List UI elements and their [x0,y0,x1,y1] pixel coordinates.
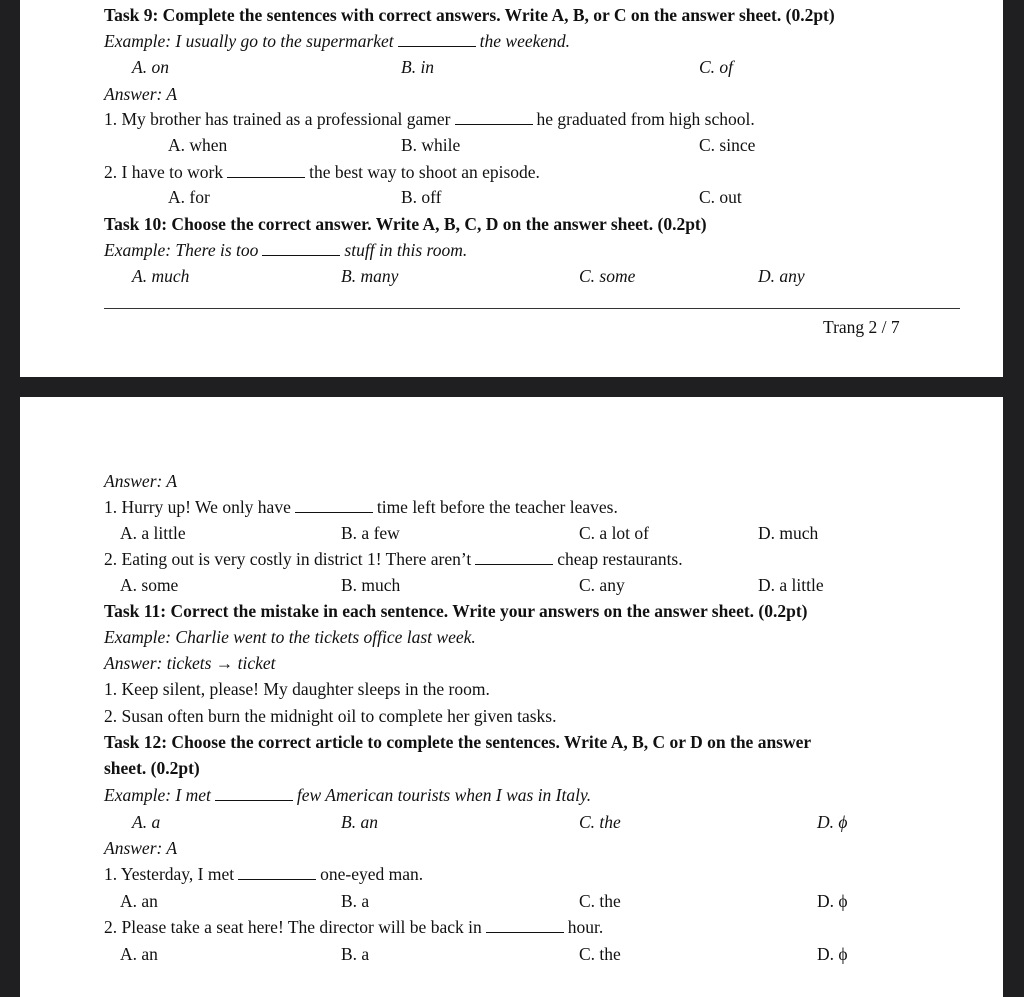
task12-example-option-a: A. a [132,812,161,832]
task12-q1-option-c: C. the [579,891,621,911]
task12-example-option-c: C. the [579,812,621,832]
task9-q2-option-b: B. off [401,187,442,207]
footer-divider [104,308,960,309]
task10-example-post: stuff in this room. [344,240,468,260]
task10-q2 [104,548,683,570]
task12-example-post: few American tourists when I was in Italy. [296,785,592,805]
task9-example-option-b: B. in [401,57,435,77]
task11-q1: 1. Keep silent, please! My daughter sleeps in the room. [104,679,490,699]
blank [475,550,553,565]
task9-example-pre: Example: I usually go to the supermarket [104,31,394,51]
task12-example [104,784,591,806]
task10-example-pre: Example: There is too [104,240,259,260]
task12-answer: Answer: A [104,838,178,858]
task9-q1-post: he graduated from high school. [536,109,755,129]
task11-title: Task 11: Correct the mistake in each sentence. Write your answers on the answer sheet. (0.2pt) [104,601,808,621]
task9-q2-option-a: A. for [168,187,210,207]
task9-example [104,30,570,52]
page-1 [20,0,1003,377]
task10-q1-option-a: A. a little [120,523,186,543]
task9-q1-option-a: A. when [168,135,228,155]
task12-q2-option-c: C. the [579,944,621,964]
task12-q2-option-d: D. ϕ [817,944,848,964]
blank [227,163,305,178]
task10-q2-option-a: A. some [120,575,179,595]
task10-q1-post: time left before the teacher leaves. [376,497,618,517]
task12-example-pre: Example: I met [104,785,211,805]
task9-q1-option-c: C. since [699,135,756,155]
task10-q2-option-b: B. much [341,575,401,595]
task12-q1 [104,863,423,885]
task10-q2-option-c: C. any [579,575,625,595]
task12-q2-post: hour. [567,917,604,937]
task9-title: Task 9: Complete the sentences with correct answers. Write A, B, or C on the answer sheet. (0.2pt) [104,5,835,25]
blank [455,110,533,125]
task11-q2: 2. Susan often burn the midnight oil to complete her given tasks. [104,706,557,726]
task12-q1-pre: 1. Yesterday, I met [104,864,235,884]
task12-q2-option-b: B. a [341,944,370,964]
task9-q1 [104,108,755,130]
task10-title: Task 10: Choose the correct answer. Write A, B, C, D on the answer sheet. (0.2pt) [104,214,707,234]
blank [486,918,564,933]
task10-q1-pre: 1. Hurry up! We only have [104,497,291,517]
page-2 [20,397,1003,997]
task12-q2-option-a: A. an [120,944,158,964]
task10-q1-option-d: D. much [758,523,819,543]
task10-q2-option-d: D. a little [758,575,824,595]
task10-q2-post: cheap restaurants. [557,549,683,569]
task9-q2 [104,161,540,183]
page-number: Trang 2 / 7 [823,317,900,337]
task10-q2-pre: 2. Eating out is very costly in district 1! There aren’t [104,549,472,569]
task10-example-option-b: B. many [341,266,399,286]
task9-q1-pre: 1. My brother has trained as a professional gamer [104,109,451,129]
task9-example-option-c: C. of [699,57,734,77]
task9-example-option-a: A. on [132,57,169,77]
task9-q2-option-c: C. out [699,187,742,207]
task12-q1-option-a: A. an [120,891,158,911]
task9-example-post: the weekend. [479,31,571,51]
task10-answer: Answer: A [104,471,178,491]
task10-q1-option-c: C. a lot of [579,523,649,543]
blank [398,32,476,47]
task9-q1-option-b: B. while [401,135,461,155]
task12-q2 [104,916,603,938]
task11-answer: Answer: tickets → ticket [104,653,276,673]
task12-title-line1: Task 12: Choose the correct article to complete the sentences. Write A, B, C or D on the answer [104,732,812,752]
blank [238,865,316,880]
task10-example-option-a: A. much [132,266,190,286]
task10-example [104,239,467,261]
blank [262,241,340,256]
task12-example-option-b: B. an [341,812,378,832]
task10-q1 [104,496,618,518]
task12-q1-option-d: D. ϕ [817,891,848,911]
task9-answer: Answer: A [104,84,178,104]
task12-q2-pre: 2. Please take a seat here! The director will be back in [104,917,482,937]
task10-example-option-d: D. any [758,266,805,286]
task9-q2-post: the best way to shoot an episode. [309,162,540,182]
task10-q1-option-b: B. a few [341,523,400,543]
blank [215,786,293,801]
task12-example-option-d: D. ϕ [817,812,848,832]
task12-q1-option-b: B. a [341,891,370,911]
task9-q2-pre: 2. I have to work [104,162,224,182]
task10-example-option-c: C. some [579,266,636,286]
task11-example: Example: Charlie went to the tickets office last week. [104,627,476,647]
blank [295,498,373,513]
task12-q1-post: one-eyed man. [320,864,424,884]
task12-title-line2: sheet. (0.2pt) [104,758,200,778]
